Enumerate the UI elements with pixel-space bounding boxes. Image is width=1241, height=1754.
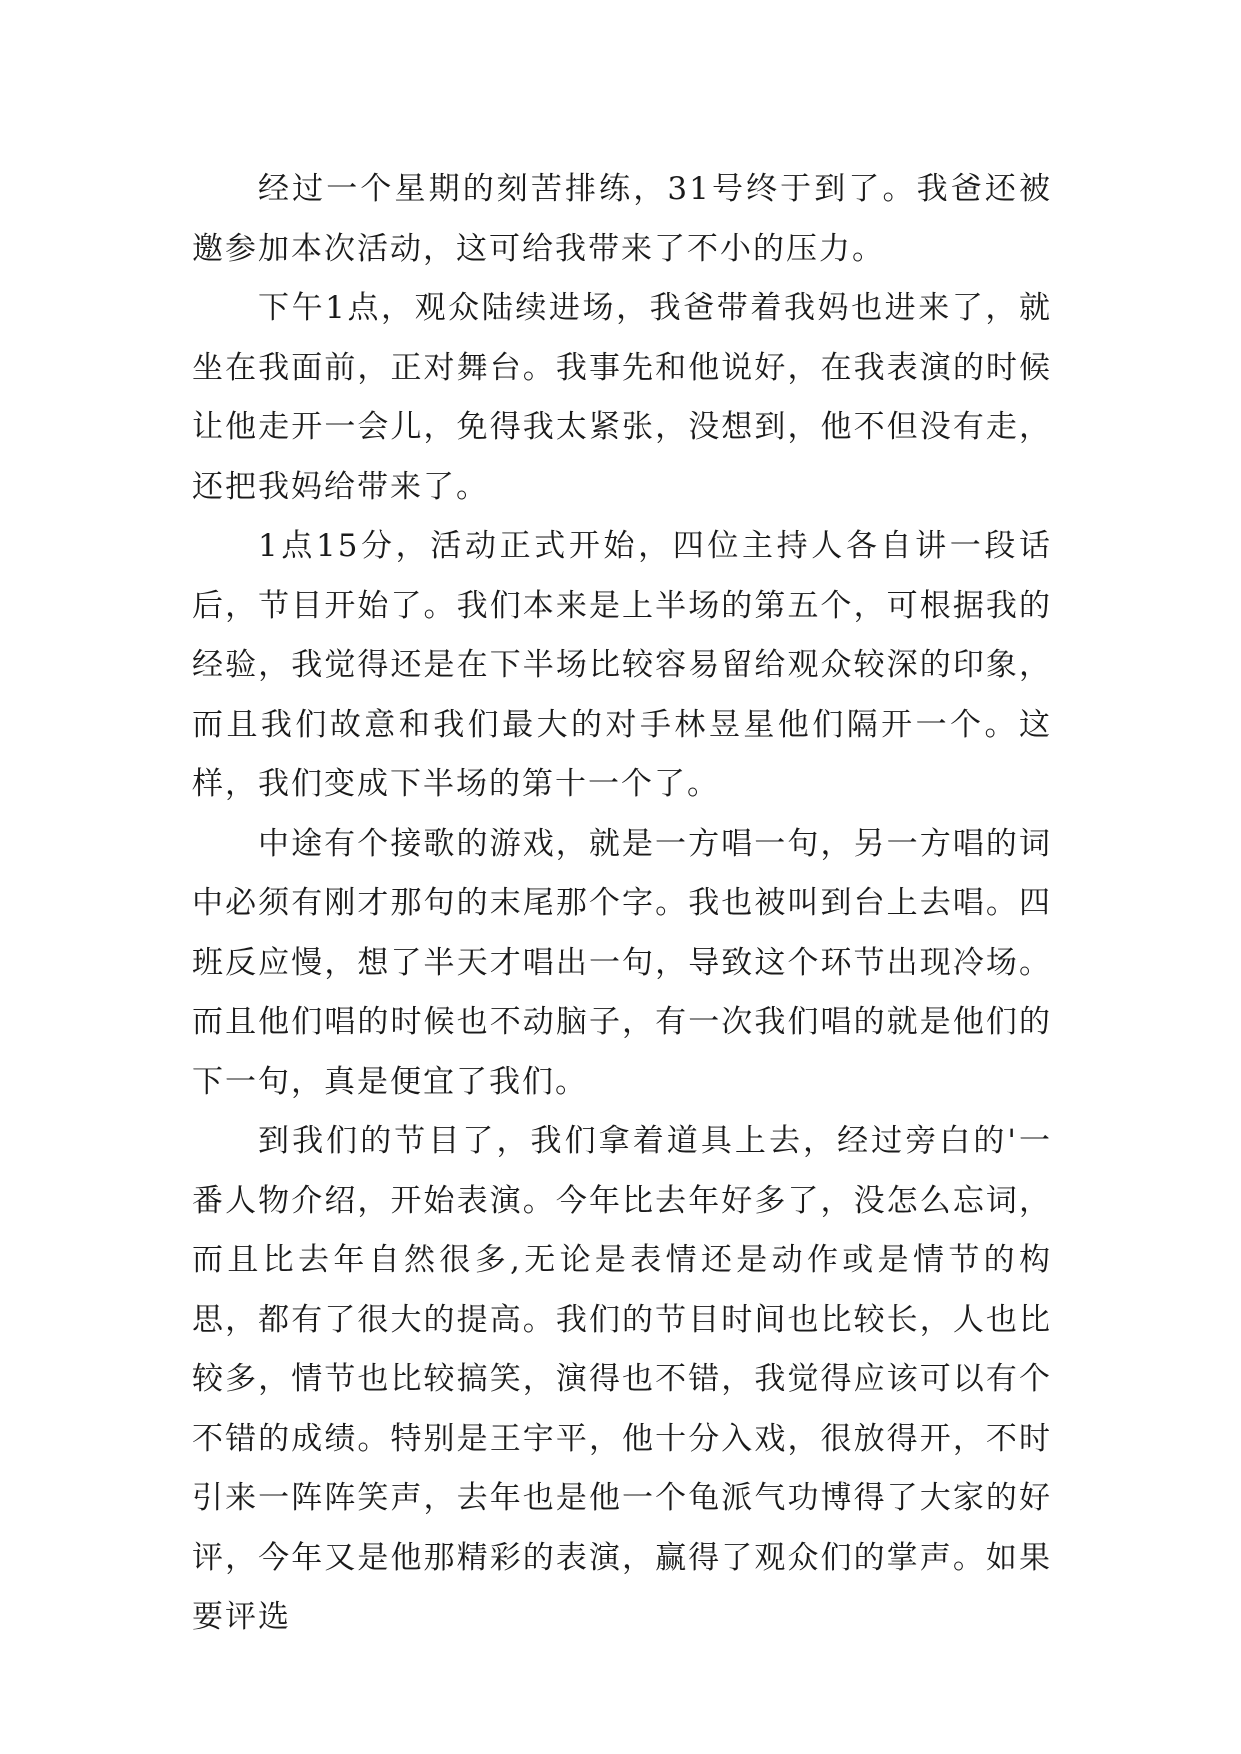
paragraph-5: 到我们的节目了，我们拿着道具上去，经过旁白的'一番人物介绍，开始表演。今年比去年好多了，没怎么忘词，而且比去年自然很多,无论是表情还是动作或是情节的构思，都有了很大的提高。我们的节目时间也比较长，人也比较多，情节也比较搞笑，演得也不错，我觉得应该可以有个不错的成绩。特别是王宇平，他十分入戏，很放得开，不时引来一阵阵笑声，去年也是他一个龟派气功博得了大家的好评，今年又是他那精彩的表演，赢得了观众们的掌声。如果要评选 bbox=[192, 1123, 1052, 1635]
paragraph-4: 中途有个接歌的游戏，就是一方唱一句，另一方唱的词中必须有刚才那句的末尾那个字。我也被叫到台上去唱。四班反应慢，想了半天才唱出一句，导致这个环节出现冷场。而且他们唱的时候也不动脑子，有一次我们唱的就是他们的下一句，真是便宜了我们。 bbox=[192, 825, 1052, 1100]
paragraph-2: 下午1点，观众陆续进场，我爸带着我妈也进来了，就坐在我面前，正对舞台。我事先和他说好，在我表演的时候让他走开一会儿，免得我太紧张，没想到，他不但没有走，还把我妈给带来了。 bbox=[192, 290, 1052, 505]
document-body bbox=[192, 160, 1052, 1648]
paragraph-3: 1点15分，活动正式开始，四位主持人各自讲一段话后，节目开始了。我们本来是上半场的第五个，可根据我的经验，我觉得还是在下半场比较容易留给观众较深的印象，而且我们故意和我们最大的对手林昱星他们隔开一个。这样，我们变成下半场的第十一个了。 bbox=[192, 528, 1052, 802]
paragraph-1: 经过一个星期的刻苦排练，31号终于到了。我爸还被邀参加本次活动，这可给我带来了不小的压力。 bbox=[192, 171, 1052, 267]
